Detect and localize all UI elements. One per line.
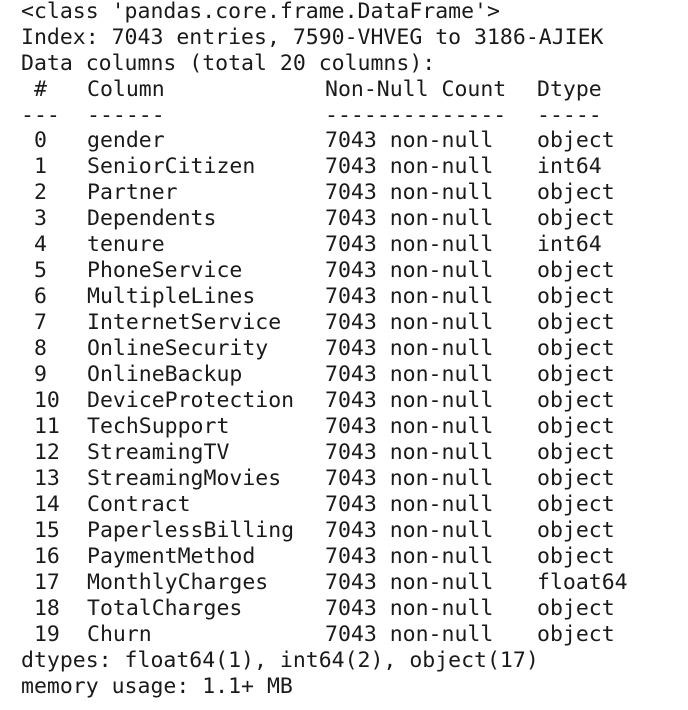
separator-dtype: -----	[537, 103, 602, 128]
row-count: 7043 non-null	[325, 310, 494, 335]
table-row	[21, 622, 681, 648]
dtypes-line: dtypes: float64(1), int64(2), object(17)	[21, 648, 539, 673]
row-dtype: object	[537, 128, 615, 153]
row-dtype: object	[537, 622, 615, 647]
table-row	[21, 466, 681, 492]
table-row	[21, 284, 681, 310]
row-dtype: int64	[537, 154, 602, 179]
class-line: <class 'pandas.core.frame.DataFrame'>	[21, 0, 500, 24]
row-column: Churn	[87, 622, 152, 647]
table-row	[21, 258, 681, 284]
row-count: 7043 non-null	[325, 596, 494, 621]
row-column: Dependents	[87, 206, 217, 231]
table-row	[21, 388, 681, 414]
row-column: PhoneService	[87, 258, 243, 283]
separator-column: ------	[87, 103, 165, 128]
row-dtype: object	[537, 362, 615, 387]
row-dtype: object	[537, 518, 615, 543]
row-dtype: object	[537, 336, 615, 361]
row-num: 16	[21, 544, 60, 569]
row-column: SeniorCitizen	[87, 154, 256, 179]
table-row	[21, 336, 681, 362]
row-count: 7043 non-null	[325, 206, 494, 231]
row-column: OnlineBackup	[87, 362, 243, 387]
index-line: Index: 7043 entries, 7590-VHVEG to 3186-AJIEK	[21, 25, 604, 50]
row-count: 7043 non-null	[325, 336, 494, 361]
row-count: 7043 non-null	[325, 492, 494, 517]
row-num: 4	[21, 232, 47, 257]
row-column: TechSupport	[87, 414, 230, 439]
row-dtype: float64	[537, 570, 628, 595]
row-num: 1	[21, 154, 47, 179]
row-num: 6	[21, 284, 47, 309]
row-num: 8	[21, 336, 47, 361]
table-row	[21, 570, 681, 596]
row-count: 7043 non-null	[325, 284, 494, 309]
row-column: InternetService	[87, 310, 282, 335]
row-count: 7043 non-null	[325, 128, 494, 153]
table-row	[21, 362, 681, 388]
row-num: 18	[21, 596, 60, 621]
row-count: 7043 non-null	[325, 362, 494, 387]
table-row	[21, 310, 681, 336]
row-dtype: object	[537, 206, 615, 231]
row-count: 7043 non-null	[325, 570, 494, 595]
row-count: 7043 non-null	[325, 154, 494, 179]
row-count: 7043 non-null	[325, 466, 494, 491]
row-count: 7043 non-null	[325, 232, 494, 257]
table-body	[21, 128, 681, 648]
row-count: 7043 non-null	[325, 180, 494, 205]
row-column: Contract	[87, 492, 191, 517]
row-column: DeviceProtection	[87, 388, 295, 413]
row-dtype: object	[537, 440, 615, 465]
row-column: MultipleLines	[87, 284, 256, 309]
table-row	[21, 492, 681, 518]
table-row	[21, 232, 681, 258]
row-dtype: object	[537, 310, 615, 335]
row-num: 10	[21, 388, 60, 413]
separator-count: --------------	[325, 103, 507, 128]
row-num: 12	[21, 440, 60, 465]
table-header	[21, 77, 681, 103]
header-dtype: Dtype	[537, 77, 602, 102]
row-column: StreamingTV	[87, 440, 230, 465]
row-count: 7043 non-null	[325, 388, 494, 413]
row-column: PaymentMethod	[87, 544, 256, 569]
row-num: 17	[21, 570, 60, 595]
table-row	[21, 180, 681, 206]
row-column: TotalCharges	[87, 596, 243, 621]
header-count: Non-Null Count	[325, 77, 507, 102]
row-count: 7043 non-null	[325, 414, 494, 439]
row-num: 19	[21, 622, 60, 647]
columns-line: Data columns (total 20 columns):	[21, 51, 436, 76]
table-row	[21, 128, 681, 154]
row-num: 0	[21, 128, 47, 153]
separator-num: ---	[21, 103, 60, 128]
row-column: PaperlessBilling	[87, 518, 295, 543]
row-num: 5	[21, 258, 47, 283]
row-dtype: object	[537, 258, 615, 283]
row-column: StreamingMovies	[87, 466, 282, 491]
table-row	[21, 596, 681, 622]
row-dtype: object	[537, 388, 615, 413]
table-row	[21, 154, 681, 180]
table-row	[21, 206, 681, 232]
row-num: 3	[21, 206, 47, 231]
row-num: 9	[21, 362, 47, 387]
row-num: 7	[21, 310, 47, 335]
row-count: 7043 non-null	[325, 622, 494, 647]
row-count: 7043 non-null	[325, 440, 494, 465]
row-count: 7043 non-null	[325, 544, 494, 569]
row-num: 14	[21, 492, 60, 517]
table-row	[21, 518, 681, 544]
row-column: OnlineSecurity	[87, 336, 269, 361]
row-num: 2	[21, 180, 47, 205]
row-count: 7043 non-null	[325, 258, 494, 283]
header-column: Column	[87, 77, 165, 102]
row-dtype: object	[537, 544, 615, 569]
row-dtype: object	[537, 492, 615, 517]
table-row	[21, 440, 681, 466]
row-count: 7043 non-null	[325, 518, 494, 543]
table-row	[21, 414, 681, 440]
row-dtype: int64	[537, 232, 602, 257]
header-num: #	[34, 77, 47, 102]
row-dtype: object	[537, 596, 615, 621]
row-num: 15	[21, 518, 60, 543]
memory-line: memory usage: 1.1+ MB	[21, 674, 293, 699]
row-column: Partner	[87, 180, 178, 205]
table-separator	[21, 103, 681, 129]
row-num: 13	[21, 466, 60, 491]
row-dtype: object	[537, 414, 615, 439]
table-row	[21, 544, 681, 570]
dataframe-info-output	[21, 0, 681, 700]
row-column: MonthlyCharges	[87, 570, 269, 595]
row-dtype: object	[537, 180, 615, 205]
row-column: gender	[87, 128, 165, 153]
row-num: 11	[21, 414, 60, 439]
row-column: tenure	[87, 232, 165, 257]
row-dtype: object	[537, 284, 615, 309]
row-dtype: object	[537, 466, 615, 491]
